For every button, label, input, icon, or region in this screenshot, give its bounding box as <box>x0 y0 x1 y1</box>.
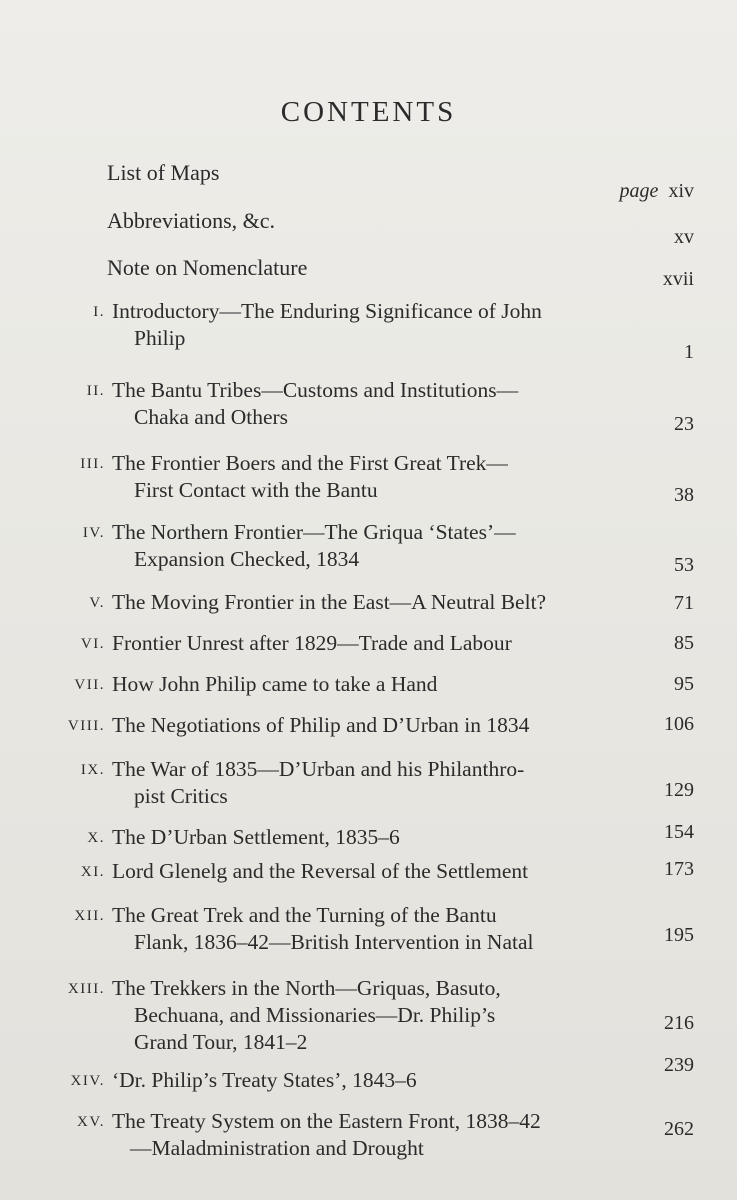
chapter-title <box>112 589 632 616</box>
chapter-title <box>112 298 632 352</box>
chapter-number: I. <box>93 304 105 320</box>
chapter-title <box>112 902 632 956</box>
chapter-title-line: The Negotiations of Philip and D’Urban in 1834 <box>112 713 530 737</box>
chapter-title-line: Philip <box>134 326 186 350</box>
chapter-title-line: —Maladministration and Drought <box>130 1136 424 1160</box>
chapter-title <box>112 450 632 504</box>
chapter-page: 71 <box>674 592 694 614</box>
chapter-number: XI. <box>80 864 105 880</box>
chapter-title-line: pist Critics <box>134 784 228 808</box>
chapter-number: II. <box>86 383 105 399</box>
chapter-number: IV. <box>82 525 105 541</box>
front-matter-label: Abbreviations, &c. <box>107 208 276 233</box>
chapter-title <box>112 975 632 1056</box>
chapter-title-line: Introductory—The Enduring Significance of John <box>112 299 542 323</box>
chapter-title-line: The Bantu Tribes—Customs and Institutions— <box>112 378 519 402</box>
front-matter-page <box>620 180 694 203</box>
chapter-title <box>112 377 632 431</box>
chapter-title <box>112 1108 632 1162</box>
front-matter-page: xv <box>674 226 694 248</box>
chapter-title-line: Lord Glenelg and the Reversal of the Settlement <box>112 859 529 883</box>
front-matter-label: List of Maps <box>107 160 220 185</box>
chapter-page: 154 <box>664 821 694 843</box>
chapter-page: 95 <box>674 673 694 695</box>
chapter-title-line: Bechuana, and Missionaries—Dr. Philip’s <box>134 1003 496 1027</box>
chapter-title-line: How John Philip came to take a Hand <box>112 672 438 696</box>
chapter-title-line: Expansion Checked, 1834 <box>134 547 360 571</box>
chapter-number: VIII. <box>67 718 105 734</box>
chapter-number: X. <box>87 830 105 846</box>
chapter-number: VII. <box>74 677 105 693</box>
front-matter-page: xvii <box>662 268 694 290</box>
chapter-title-line: ‘Dr. Philip’s Treaty States’, 1843–6 <box>112 1068 417 1092</box>
chapter-number: III. <box>80 456 105 472</box>
chapter-title-line: Grand Tour, 1841–2 <box>134 1030 308 1054</box>
chapter-page: 53 <box>674 554 694 576</box>
chapter-title <box>112 824 632 851</box>
front-matter-label: Note on Nomenclature <box>107 255 308 280</box>
chapter-number: VI. <box>80 636 105 652</box>
page-number: xiv <box>668 180 694 202</box>
chapter-page: 239 <box>664 1054 694 1076</box>
chapter-title-line: Frontier Unrest after 1829—Trade and Labour <box>112 631 512 655</box>
chapter-number: V. <box>89 595 105 611</box>
chapter-number: XIV. <box>70 1073 105 1089</box>
chapter-number: XII. <box>74 908 105 924</box>
chapter-title <box>112 858 632 885</box>
chapter-number: IX. <box>80 762 105 778</box>
chapter-number: XIII. <box>67 981 105 997</box>
chapter-page: 173 <box>664 858 694 880</box>
chapter-title <box>112 671 632 698</box>
chapter-page: 195 <box>664 924 694 946</box>
chapter-title-line: The Moving Frontier in the East—A Neutral Belt? <box>112 590 547 614</box>
chapter-page: 85 <box>674 632 694 654</box>
chapter-page: 23 <box>674 413 694 435</box>
chapter-title-line: The Trekkers in the North—Griquas, Basuto, <box>112 976 501 1000</box>
chapter-title <box>112 630 632 657</box>
contents-heading: CONTENTS <box>280 96 457 128</box>
chapter-title-line: The War of 1835—D’Urban and his Philanthro- <box>112 757 525 781</box>
chapter-title-line: The Treaty System on the Eastern Front, 1838–42 <box>112 1109 541 1133</box>
chapter-page: 129 <box>664 779 694 801</box>
chapter-title <box>112 519 632 573</box>
chapter-page: 106 <box>664 713 694 735</box>
chapter-title-line: The Northern Frontier—The Griqua ‘States’— <box>112 520 516 544</box>
chapter-title-line: The Frontier Boers and the First Great Trek— <box>112 451 508 475</box>
chapter-page: 216 <box>664 1012 694 1034</box>
chapter-page: 38 <box>674 484 694 506</box>
chapter-title-line: The D’Urban Settlement, 1835–6 <box>112 825 400 849</box>
page-prefix: page <box>619 180 659 202</box>
chapter-page: 262 <box>664 1118 694 1140</box>
chapter-title-line: Flank, 1836–42—British Intervention in Natal <box>134 930 534 954</box>
chapter-number: XV. <box>77 1114 105 1130</box>
chapter-title-line: The Great Trek and the Turning of the Bantu <box>112 903 497 927</box>
chapter-title <box>112 1067 632 1094</box>
chapter-title <box>112 712 632 739</box>
chapter-title-line: First Contact with the Bantu <box>134 478 378 502</box>
chapter-title-line: Chaka and Others <box>134 405 289 429</box>
chapter-page: 1 <box>684 341 694 363</box>
chapter-title <box>112 756 632 810</box>
